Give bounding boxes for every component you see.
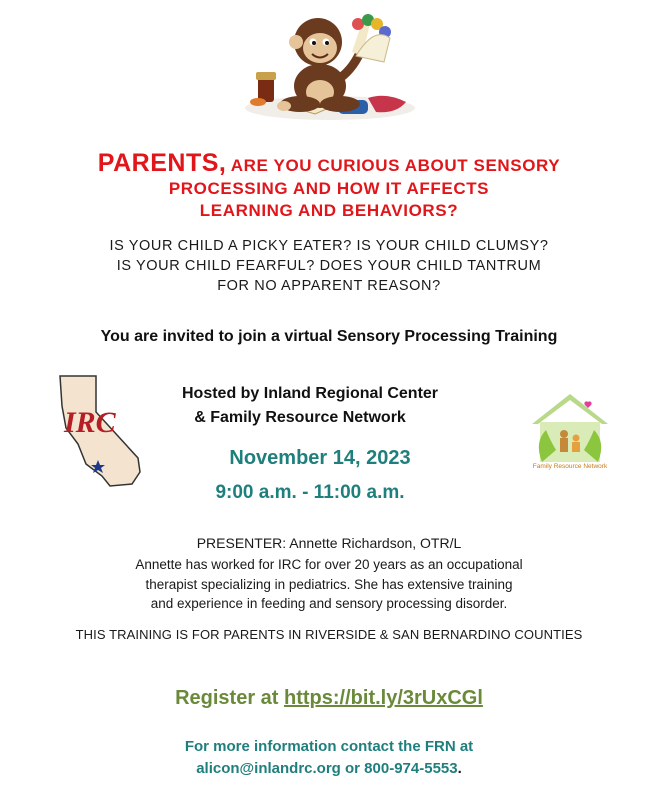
headline-parents: PARENTS,	[97, 149, 227, 177]
headline-line2: PROCESSING AND HOW IT AFFECTS	[168, 179, 490, 198]
headline	[0, 149, 658, 222]
bio-line2: therapist specializing in pediatrics. She has extensive training	[145, 576, 513, 592]
question-line3: FOR NO APPARENT REASON?	[217, 278, 441, 294]
event-date: November 14, 2023	[229, 447, 411, 469]
question-line2: IS YOUR CHILD FEARFUL? DOES YOUR CHILD TANTRUM	[116, 258, 542, 274]
invite-text: You are invited to join a virtual Sensory Processing Training	[100, 328, 558, 345]
curious-monkey-illustration	[240, 8, 420, 133]
register-label: Register at	[175, 687, 279, 709]
contact-line1: For more information contact the FRN at	[184, 738, 474, 755]
presenter-bio	[0, 555, 658, 614]
irc-logo	[52, 372, 144, 492]
contact-info	[0, 736, 658, 780]
contact-period: .	[457, 760, 462, 777]
question-line1: IS YOUR CHILD A PICKY EATER? IS YOUR CHILD CLUMSY?	[109, 238, 549, 254]
bio-line1: Annette has worked for IRC for over 20 years as an occupational	[135, 557, 523, 572]
hosted-line1: Hosted by Inland Regional Center	[181, 385, 439, 402]
contact-line2: alicon@inlandrc.org or 800-974-5553	[196, 760, 458, 777]
register-link[interactable]: https://bit.ly/3rUxCGl	[284, 687, 483, 709]
register-line	[0, 687, 658, 710]
headline-line1: ARE YOU CURIOUS ABOUT SENSORY	[230, 156, 561, 175]
headline-line3: LEARNING AND BEHAVIORS?	[199, 201, 459, 220]
event-time: 9:00 a.m. - 11:00 a.m.	[215, 482, 405, 503]
irc-logo-text: IRC	[64, 406, 116, 439]
hosted-line2: & Family Resource Network	[194, 409, 406, 426]
presenter-heading: PRESENTER: Annette Richardson, OTR/L	[196, 535, 462, 551]
questions	[0, 236, 658, 296]
frn-logo-label: Family Resource Network	[532, 463, 608, 470]
counties-notice: THIS TRAINING IS FOR PARENTS IN RIVERSIDE & SAN BERNARDINO COUNTIES	[75, 627, 583, 642]
hosted-by	[150, 382, 470, 430]
bio-line3: and experience in feeding and sensory processing disorder.	[150, 596, 508, 611]
